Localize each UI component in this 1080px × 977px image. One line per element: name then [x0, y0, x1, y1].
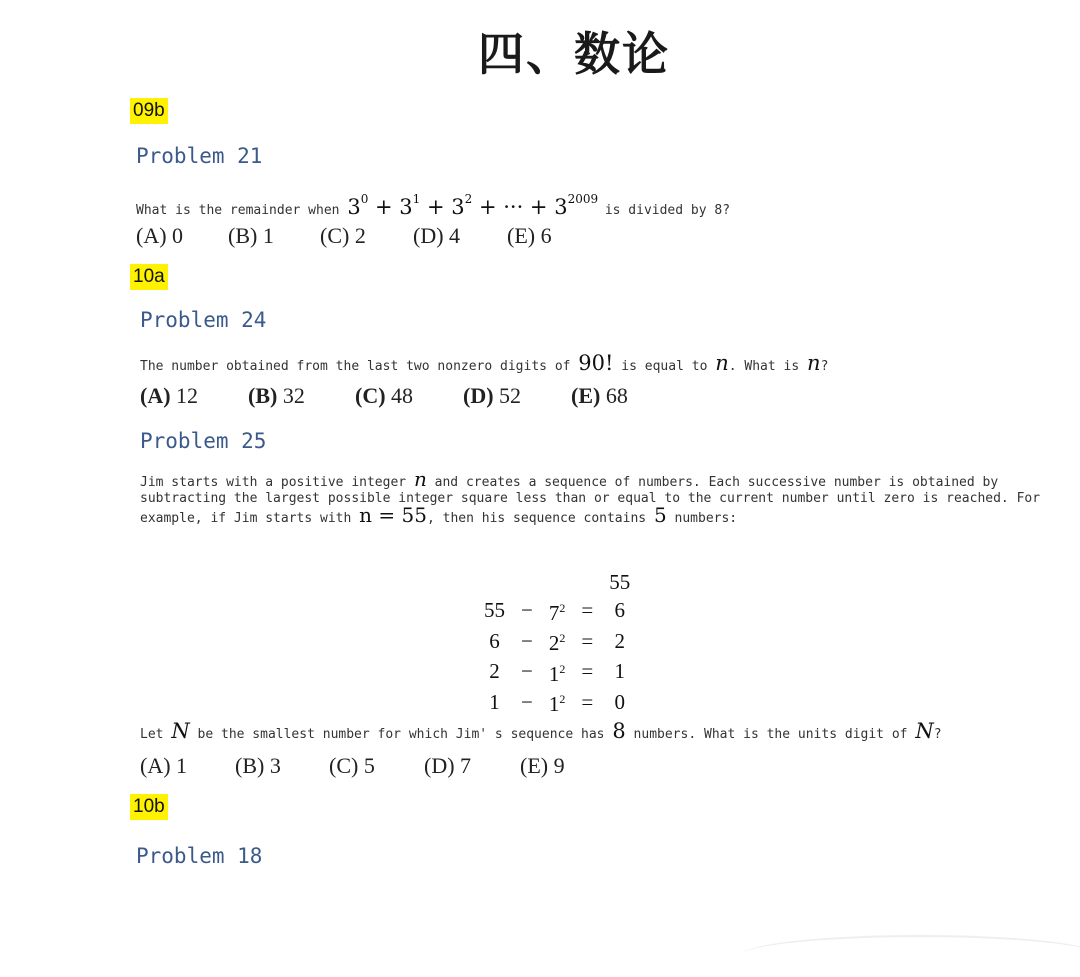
math-number: 5 — [653, 503, 667, 527]
math-expression: n = 55 — [359, 503, 427, 527]
statement-text: be the smallest number for which Jim' s sequence has — [197, 727, 605, 742]
table-row — [476, 657, 638, 688]
table-cell: = — [581, 598, 594, 622]
statement-text: ? — [820, 359, 829, 374]
choice-d: (D) 4 — [413, 223, 461, 248]
problem-heading: Problem 24 — [140, 308, 267, 332]
table-cell: 2 — [614, 628, 625, 653]
table-cell: − — [521, 659, 533, 683]
page-title: 四、数论 — [478, 27, 670, 81]
table-cell: 1 — [614, 659, 625, 683]
statement-text: What is the remainder when — [136, 203, 340, 218]
table-cell: $1^2$ — [548, 661, 566, 686]
choice-b: (B) 1 — [228, 223, 274, 248]
table-cell: 1 — [489, 689, 500, 714]
table-cell: 6 — [614, 598, 625, 622]
statement-text: The number obtained from the last two nonzero digits of — [140, 359, 571, 374]
math-number: 8 — [612, 719, 626, 743]
choice-b: (B) 3 — [235, 753, 281, 778]
table-cell: = — [581, 689, 594, 714]
statement-text: , then his sequence contains — [426, 511, 647, 526]
table-cell: 2 — [489, 659, 500, 683]
problem-heading: Problem 18 — [136, 844, 263, 868]
section-tag-10a: 10a — [130, 264, 168, 290]
statement-text: numbers: — [674, 511, 738, 526]
math-variable: n — [715, 351, 729, 375]
table-cell: − — [521, 689, 533, 714]
choice-b: (B) 32 — [248, 383, 305, 408]
problem-statement — [140, 467, 1041, 527]
section-tag-10b: 10b — [130, 794, 168, 820]
choice-e: (E) 9 — [520, 753, 565, 778]
table-cell: 0 — [614, 689, 625, 714]
statement-text: is equal to — [621, 359, 708, 374]
table-row — [476, 687, 638, 718]
problem-question — [140, 716, 942, 746]
statement-text: . What is — [728, 359, 800, 374]
table-cell: $1^2$ — [548, 692, 566, 716]
problem-heading: Problem 21 — [136, 144, 263, 168]
table-row — [476, 626, 638, 657]
math-variable: N — [171, 719, 190, 743]
table-cell: 6 — [489, 628, 500, 653]
choice-d: (D) 7 — [424, 753, 472, 778]
statement-text: Let — [140, 727, 164, 742]
table-row — [476, 570, 638, 596]
statement-text: Jim starts with a positive integer — [140, 475, 407, 490]
table-cell: − — [521, 598, 533, 622]
statement-text: ? — [933, 727, 942, 742]
table-cell: $7^2$ — [548, 600, 566, 625]
math-expression: 90! — [578, 351, 614, 375]
choice-d: (D) 52 — [463, 383, 522, 408]
choice-e: (E) 6 — [507, 223, 552, 248]
choice-e: (E) 68 — [571, 383, 628, 408]
problem-statement — [136, 186, 730, 218]
table-cell: $2^2$ — [548, 631, 566, 655]
table-cell: 55 — [484, 598, 505, 622]
section-tag-09b: 09b — [130, 98, 168, 124]
problem-heading: Problem 25 — [140, 429, 267, 453]
math-variable: n — [413, 467, 427, 491]
choice-a: (A) 1 — [140, 753, 188, 778]
statement-text: example, if Jim starts with — [140, 511, 352, 526]
choice-a: (A) 12 — [140, 383, 199, 408]
sequence-table — [476, 570, 638, 718]
statement-text: numbers. What is the units digit of — [633, 727, 908, 742]
table-cell: = — [581, 659, 594, 683]
statement-text: is divided by 8? — [604, 203, 731, 218]
math-expression: $3^0 + 3^1 + 3^2$ + ··· + $3^{2009}$ — [347, 192, 599, 219]
page-curl-decoration — [740, 935, 1080, 977]
table-cell: = — [581, 628, 594, 653]
statement-text: subtracting the largest possible integer square less than or equal to the current number until zero is reached. For — [140, 491, 1041, 506]
choice-c: (C) 5 — [329, 753, 375, 778]
statement-text: and creates a sequence of numbers. Each successive number is obtained by — [434, 475, 999, 490]
math-variable: N — [915, 719, 934, 743]
choice-c: (C) 48 — [355, 383, 414, 408]
choice-c: (C) 2 — [320, 223, 366, 248]
choice-a: (A) 0 — [136, 223, 184, 248]
table-cell: 55 — [609, 570, 631, 594]
table-row — [476, 596, 638, 627]
problem-statement — [140, 348, 828, 378]
table-cell: − — [521, 628, 533, 653]
math-variable: n — [807, 351, 821, 375]
